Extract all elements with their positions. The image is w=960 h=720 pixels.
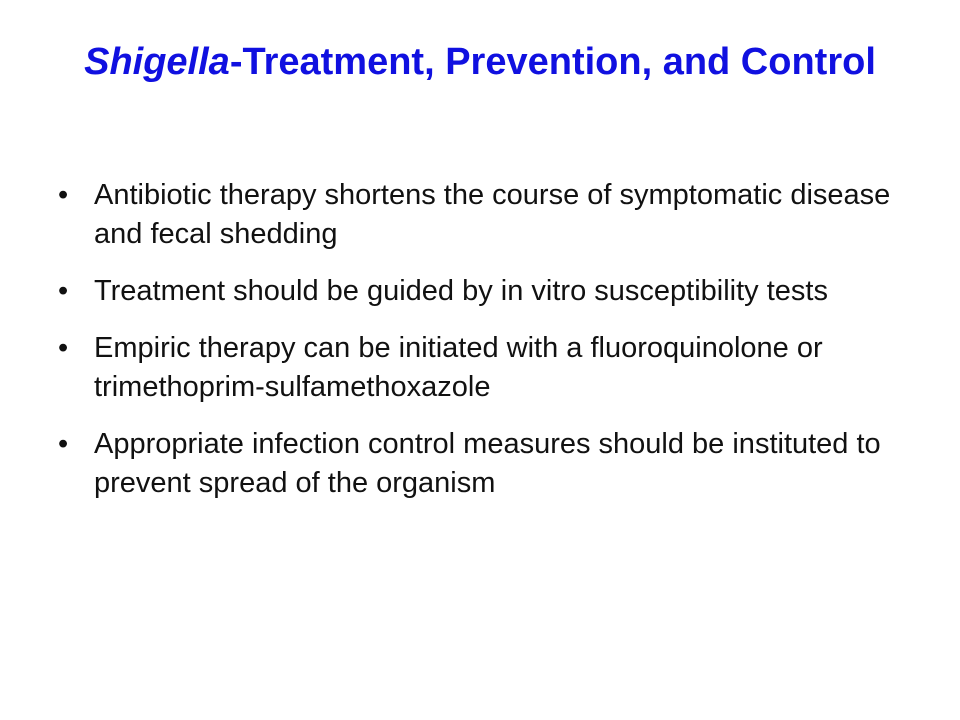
bullet-item <box>56 272 916 311</box>
bullet-text: Antibiotic therapy shortens the course of symptomatic disease and fecal shedding <box>94 179 891 250</box>
slide-title <box>60 36 900 88</box>
bullet-dot-icon: • <box>58 179 69 211</box>
bullet-text: Empiric therapy can be initiated with a fluoroquinolone or trimethoprim-sulfamethoxazole <box>94 332 823 403</box>
bullet-dot-icon: • <box>58 428 69 460</box>
bullet-item <box>56 176 916 254</box>
bullet-dot-icon: • <box>58 275 69 307</box>
bullet-list <box>56 176 916 521</box>
title-rest: -Treatment, Prevention, and Control <box>229 41 876 83</box>
bullet-dot-icon: • <box>58 332 69 364</box>
title-italic-term: Shigella <box>84 41 230 83</box>
bullet-text: Treatment should be guided by in vitro susceptibility tests <box>94 275 828 307</box>
bullet-item <box>56 425 916 503</box>
bullet-item <box>56 329 916 407</box>
bullet-text: Appropriate infection control measures should be instituted to prevent spread of the organism <box>94 428 881 499</box>
